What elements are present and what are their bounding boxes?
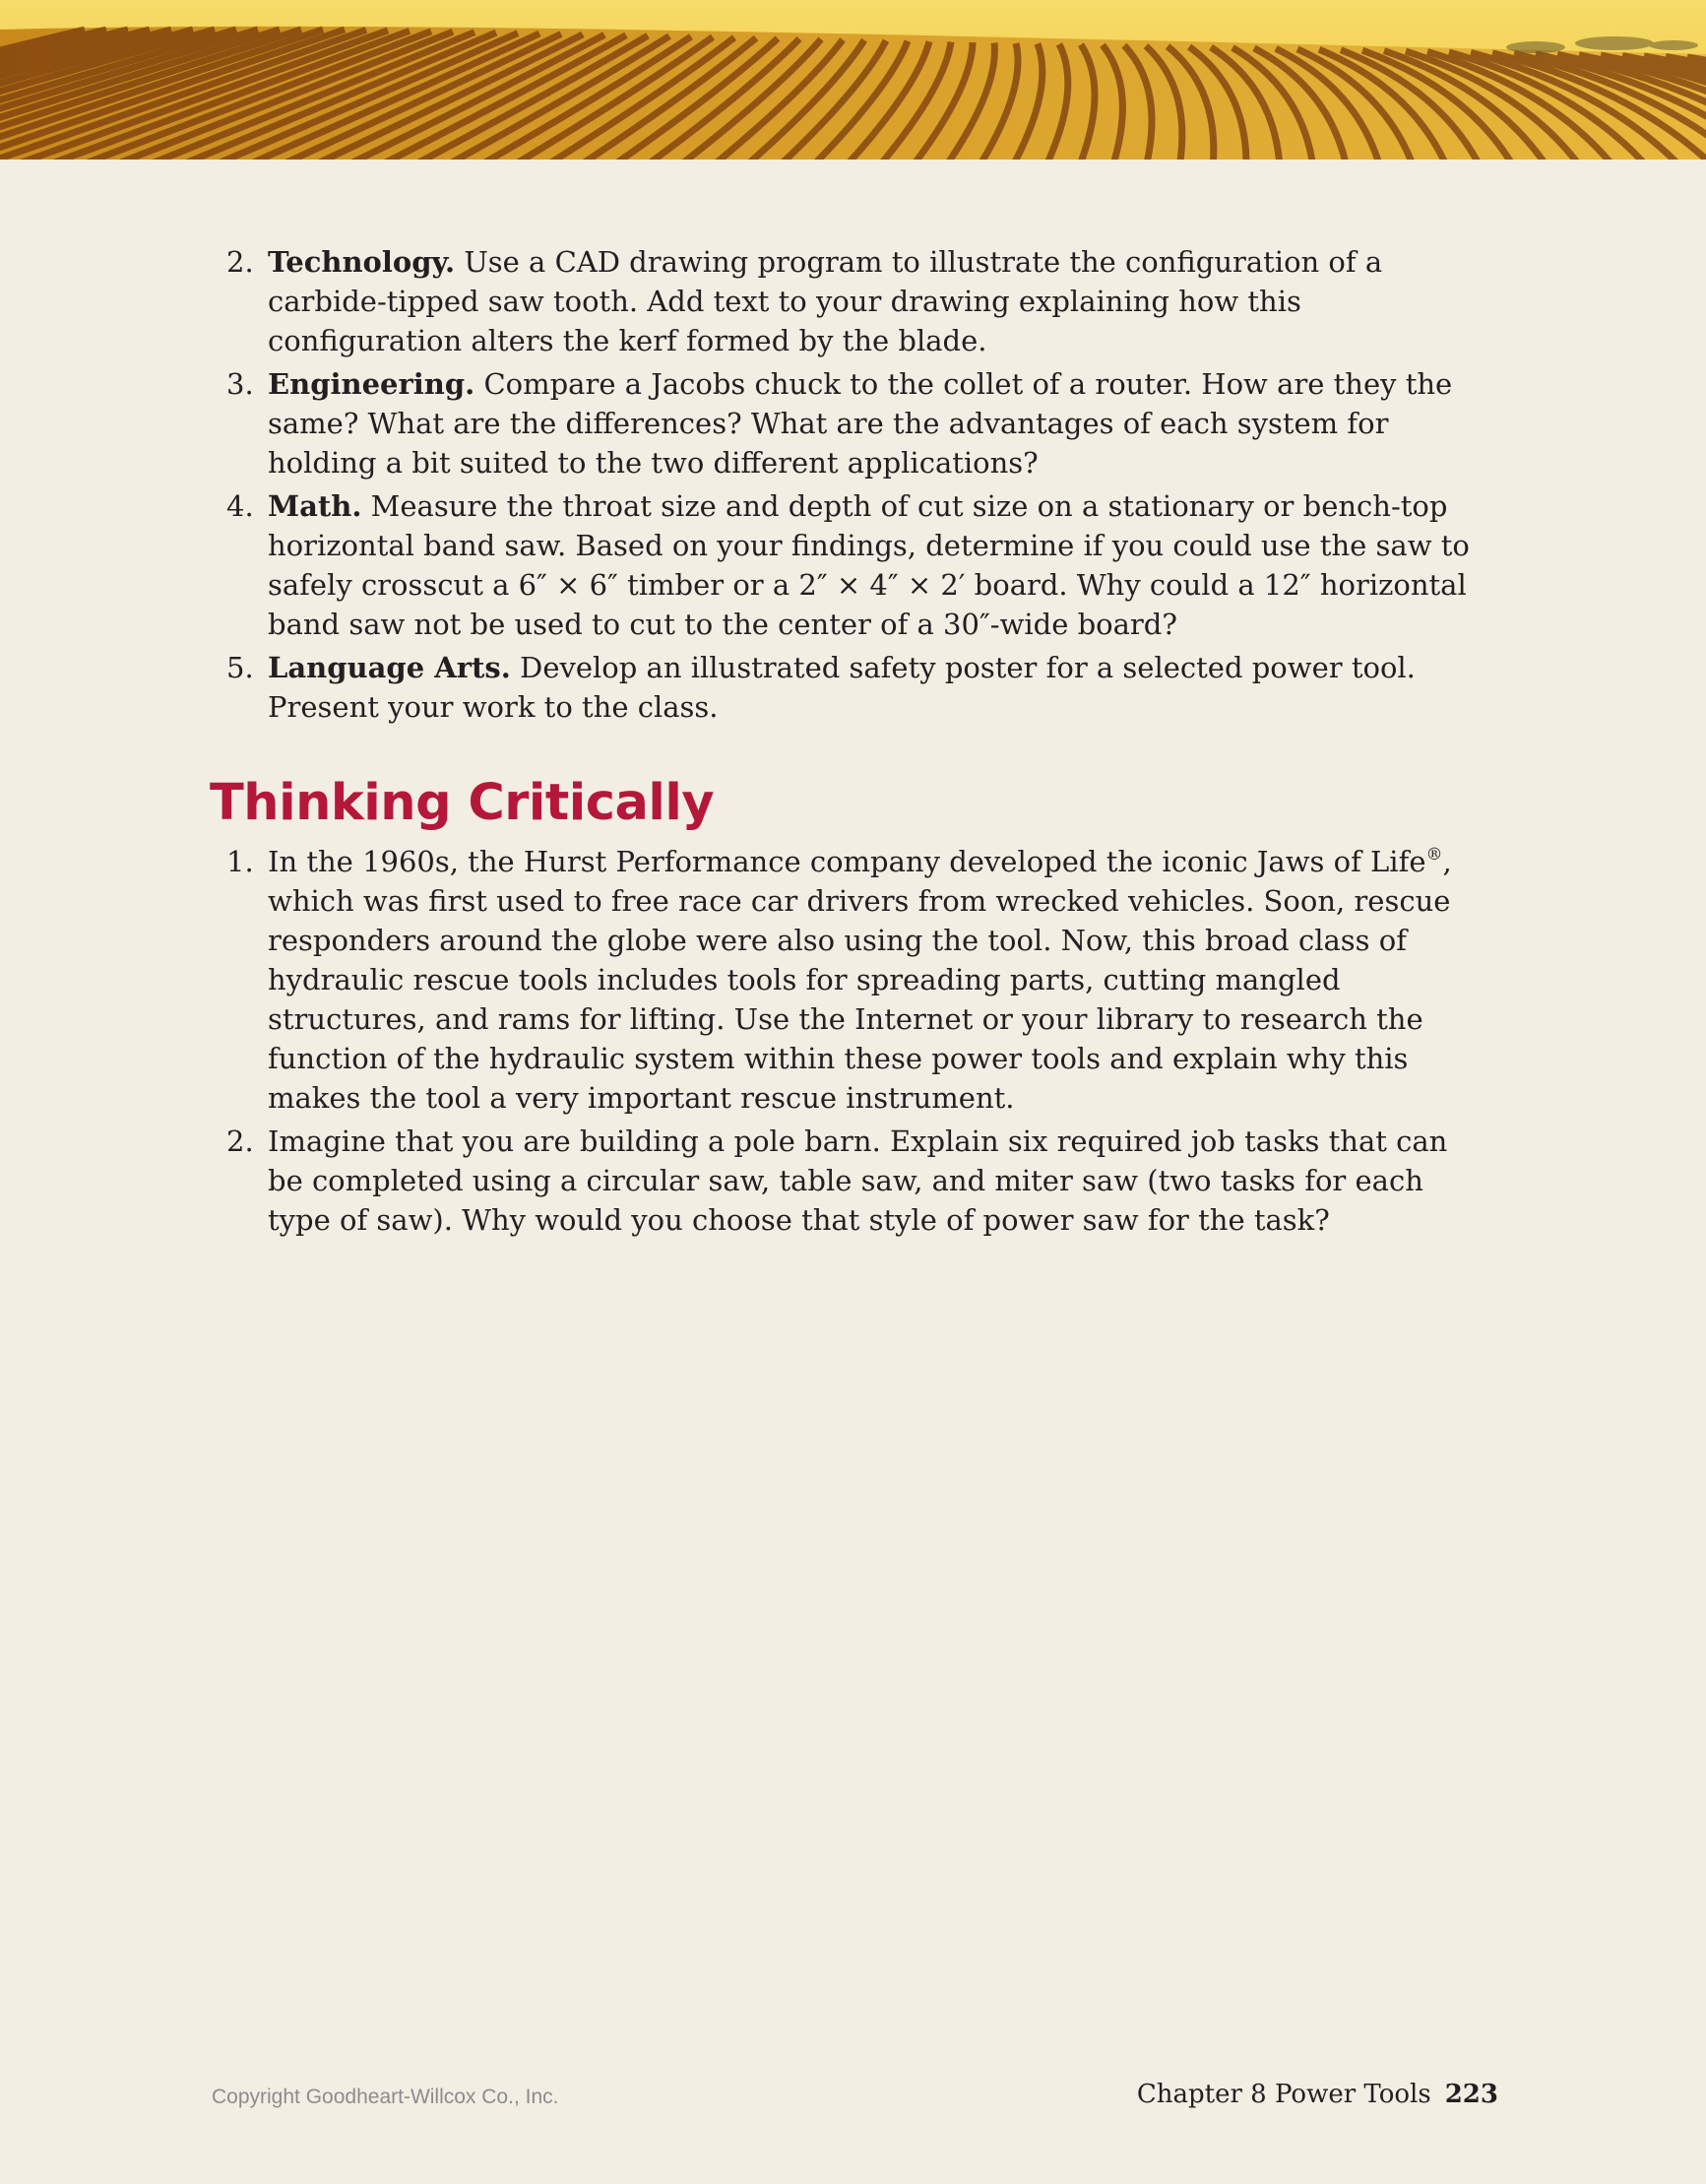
item-number: 1. <box>226 845 254 878</box>
item-text: In the 1960s, the Hurst Performance company developed the iconic Jaws of Life <box>268 845 1426 878</box>
item-text: Imagine that you are building a pole barn. Explain six required job tasks that can be completed using a circular saw, table saw, and miter saw (two tasks for each type of saw). Why would you choose that style of power saw for the task? <box>268 1124 1448 1237</box>
item-lead-term: Math. <box>268 489 362 523</box>
running-footer <box>1137 2080 1498 2109</box>
item-text: Use a CAD drawing program to illustrate the configuration of a carbide-tipped saw tooth. Add text to your drawing explaining how this configuration alters the kerf formed by the blade. <box>268 245 1383 357</box>
item-text: Develop an illustrated safety poster for a selected power tool. Present your work to the class. <box>268 651 1416 724</box>
activity-item <box>210 364 1489 482</box>
item-number: 5. <box>226 651 254 684</box>
item-text: Measure the throat size and depth of cut size on a stationary or bench-top horizontal band saw. Based on your findings, determine if you could use the saw to safely crosscut a 6″ × 6″ timber or a 2″ × 4″ × 2′ board. Why could a 12″ horizontal band saw not be used to cut to the center of a 30″-wide board? <box>268 489 1470 641</box>
item-number: 4. <box>226 489 254 523</box>
item-lead-term: Engineering. <box>268 367 475 401</box>
activity-item <box>210 242 1489 360</box>
item-number: 3. <box>226 367 254 401</box>
chapter-title: Chapter 8 Power Tools <box>1136 2080 1431 2109</box>
thinking-critically-list <box>210 842 1489 1240</box>
activities-list <box>210 242 1489 727</box>
critical-thinking-item <box>210 842 1489 1118</box>
activity-item <box>210 486 1489 644</box>
activity-item <box>210 648 1489 727</box>
page-content <box>210 242 1489 1244</box>
page-number: 223 <box>1444 2080 1498 2109</box>
item-lead-term: Language Arts. <box>268 651 511 684</box>
item-text-continued: , which was first used to free race car drivers from wrecked vehicles. Soon, rescue responders around the globe were also using the tool. Now, this broad class of hydraulic rescue tools includes tools for spreading parts, cutting mangled structures, and rams for lifting. Use the Internet or your library to research the function of the hydraulic system within these power tools and explain why this makes the tool a very important rescue instrument. <box>268 845 1452 1115</box>
item-lead-term: Technology. <box>268 245 456 279</box>
item-text: Compare a Jacobs chuck to the collet of a router. How are they the same? What are the differences? What are the advantages of each system for holding a bit suited to the two different applications? <box>268 367 1453 480</box>
section-heading-thinking-critically: Thinking Critically <box>210 774 715 832</box>
copyright-notice: Copyright Goodheart-Willcox Co., Inc. <box>212 2086 559 2108</box>
header-wheat-field-image <box>0 0 1706 160</box>
item-number: 2. <box>226 245 254 279</box>
registered-mark: ® <box>1425 845 1443 865</box>
item-number: 2. <box>226 1124 254 1158</box>
critical-thinking-item <box>210 1122 1489 1240</box>
